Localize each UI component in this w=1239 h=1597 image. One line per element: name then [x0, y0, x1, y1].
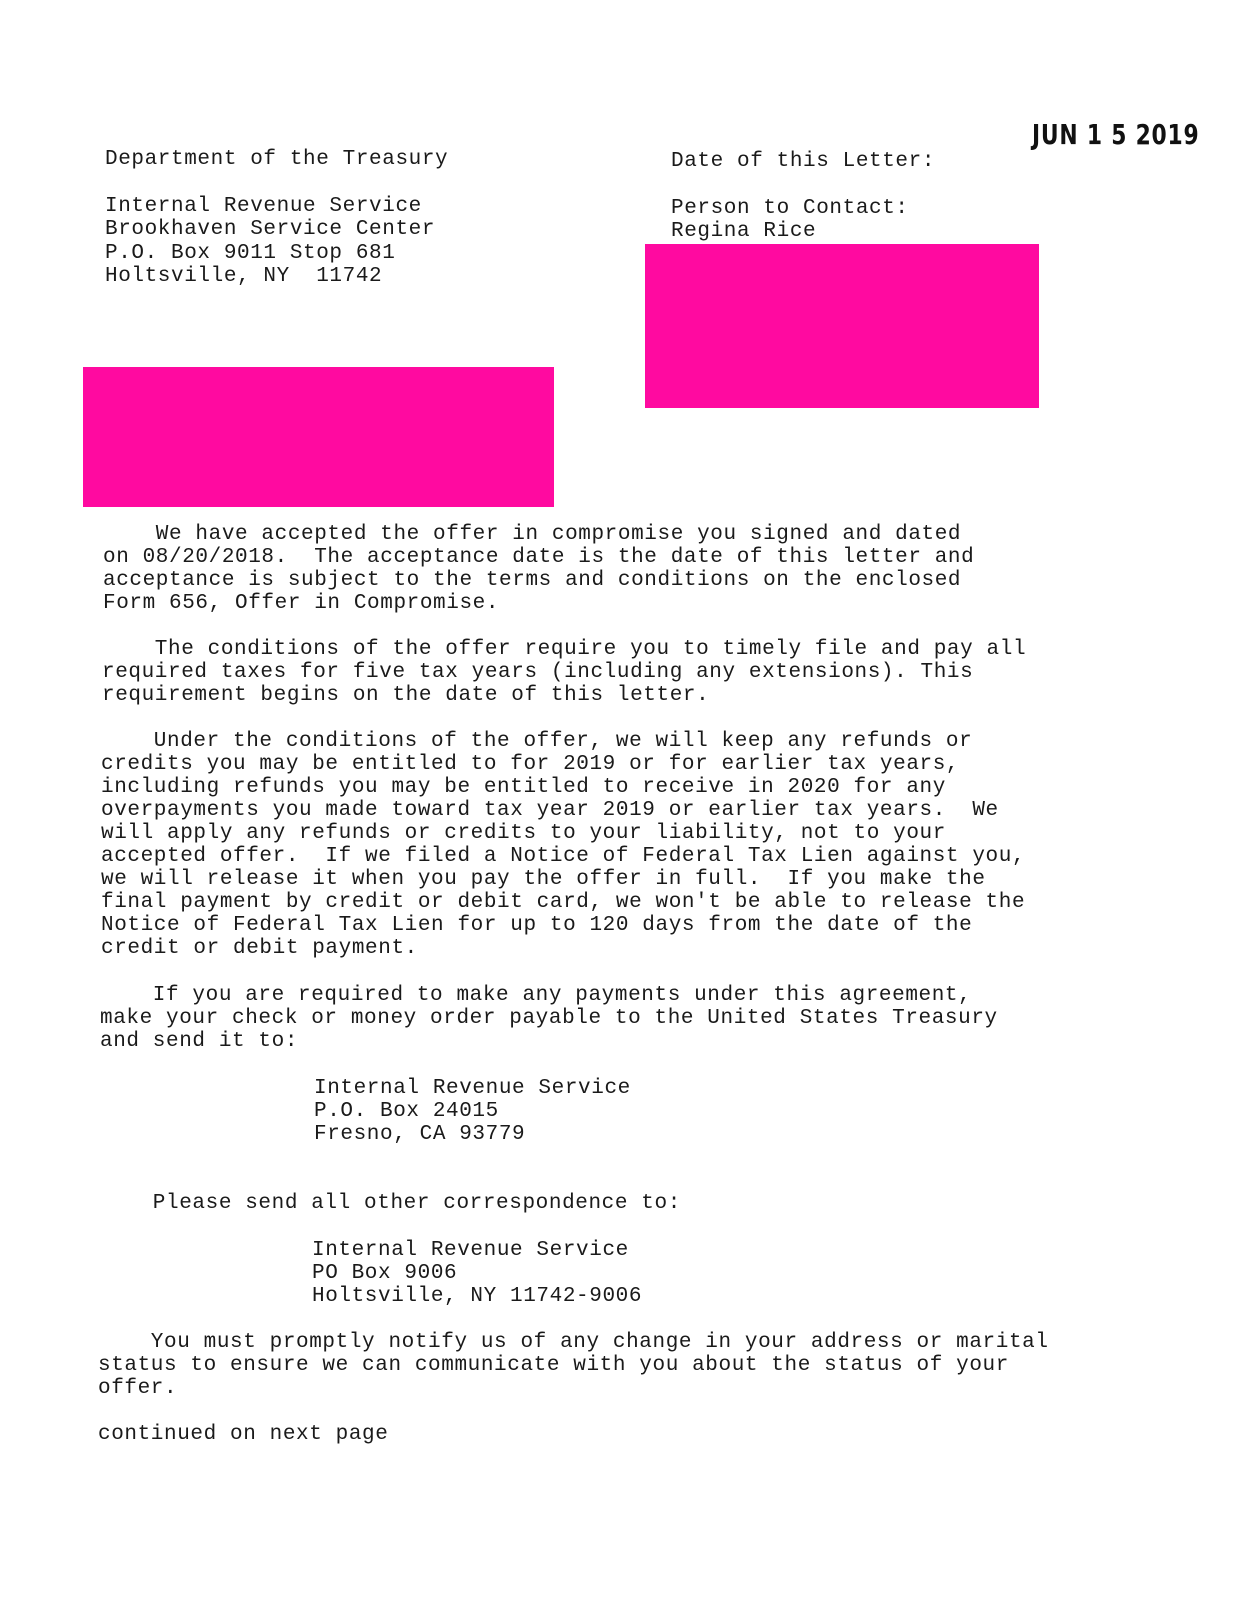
para3-line-5: will apply any refunds or credits to your liability, not to your: [101, 822, 946, 845]
correspondence-address-line-1: Internal Revenue Service: [312, 1239, 629, 1262]
agency-line-4: Holtsville, NY 11742: [105, 265, 383, 288]
date-stamp: JUN 1 5 2019: [1032, 118, 1200, 151]
para3-line-3: including refunds you may be entitled to receive in 2020 for any: [101, 776, 946, 799]
agency-line-1: Internal Revenue Service: [105, 195, 422, 218]
para6-line-2: status to ensure we can communicate with you about the status of your: [98, 1354, 1009, 1377]
para2-line-1: The conditions of the offer require you to timely file and pay all: [102, 638, 1027, 661]
para3-line-8: final payment by credit or debit card, we won't be able to release the: [101, 891, 1026, 914]
redaction-box-recipient: [83, 367, 554, 507]
para3-line-9: Notice of Federal Tax Lien for up to 120 days from the date of the: [101, 914, 973, 937]
para3-line-10: credit or debit payment.: [101, 937, 418, 960]
para5-line: Please send all other correspondence to:: [100, 1192, 681, 1215]
correspondence-address-line-3: Holtsville, NY 11742-9006: [312, 1285, 643, 1308]
para1-line-2: on 08/20/2018. The acceptance date is the date of this letter and: [103, 546, 975, 569]
contact-name: Regina Rice: [671, 220, 817, 243]
para3-line-7: we will release it when you pay the offer in full. If you make the: [101, 868, 986, 891]
payment-address-line-3: Fresno, CA 93779: [314, 1123, 526, 1146]
para1-line-1: We have accepted the offer in compromise you signed and dated: [103, 523, 962, 546]
redaction-box-contact: [645, 244, 1039, 408]
para3-line-4: overpayments you made toward tax year 2019 or earlier tax years. We: [101, 799, 999, 822]
continued-note: continued on next page: [98, 1423, 389, 1446]
para2-line-3: requirement begins on the date of this letter.: [102, 684, 710, 707]
para3-line-1: Under the conditions of the offer, we will keep any refunds or: [101, 730, 973, 753]
para1-line-3: acceptance is subject to the terms and conditions on the enclosed: [103, 569, 962, 592]
para3-line-2: credits you may be entitled to for 2019 or for earlier tax years,: [101, 753, 960, 776]
contact-label: Person to Contact:: [671, 197, 909, 220]
para4-line-2: make your check or money order payable to the United States Treasury: [100, 1007, 998, 1030]
payment-address-line-2: P.O. Box 24015: [314, 1100, 499, 1123]
para6-line-1: You must promptly notify us of any change in your address or marital: [98, 1331, 1049, 1354]
correspondence-address-line-2: PO Box 9006: [312, 1262, 458, 1285]
department-heading: Department of the Treasury: [105, 148, 449, 171]
agency-line-2: Brookhaven Service Center: [105, 218, 436, 241]
para4-line-1: If you are required to make any payments under this agreement,: [100, 984, 972, 1007]
para6-line-3: offer.: [98, 1377, 178, 1400]
agency-line-3: P.O. Box 9011 Stop 681: [105, 242, 396, 265]
payment-address-line-1: Internal Revenue Service: [314, 1077, 631, 1100]
para2-line-2: required taxes for five tax years (including any extensions). This: [102, 661, 974, 684]
para4-line-3: and send it to:: [100, 1030, 299, 1053]
date-label: Date of this Letter:: [671, 150, 936, 173]
para1-line-4: Form 656, Offer in Compromise.: [103, 592, 500, 615]
para3-line-6: accepted offer. If we filed a Notice of Federal Tax Lien against you,: [101, 845, 1026, 868]
